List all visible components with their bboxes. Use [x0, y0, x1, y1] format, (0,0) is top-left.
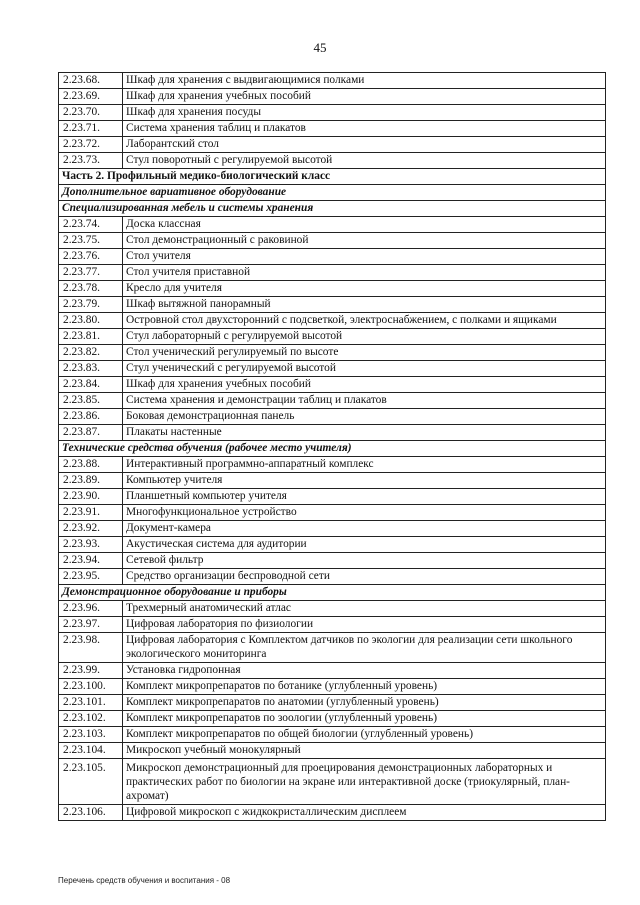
- item-number: 2.23.90.: [59, 489, 123, 505]
- table-row: [59, 727, 606, 743]
- item-number: 2.23.100.: [59, 679, 123, 695]
- item-name: Шкаф для хранения учебных пособий: [123, 89, 606, 105]
- item-name: Акустическая система для аудитории: [123, 537, 606, 553]
- item-name: Доска классная: [123, 217, 606, 233]
- table-row: [59, 105, 606, 121]
- item-name: Документ-камера: [123, 521, 606, 537]
- item-number: 2.23.77.: [59, 265, 123, 281]
- page-number: 45: [313, 40, 327, 55]
- table-row: [59, 679, 606, 695]
- table-row: [59, 617, 606, 633]
- item-name: Стол ученический регулируемый по высоте: [123, 345, 606, 361]
- table-row: [59, 73, 606, 89]
- item-number: 2.23.72.: [59, 137, 123, 153]
- item-number: 2.23.79.: [59, 297, 123, 313]
- table-row: [59, 281, 606, 297]
- item-number: 2.23.104.: [59, 743, 123, 759]
- section-heading: Демонстрационное оборудование и приборы: [59, 585, 606, 601]
- item-name: Лаборантский стол: [123, 137, 606, 153]
- item-number: 2.23.98.: [59, 633, 123, 663]
- table-row: [59, 329, 606, 345]
- table-row: [59, 217, 606, 233]
- item-name: Трехмерный анатомический атлас: [123, 601, 606, 617]
- section-heading-row: [59, 585, 606, 601]
- table-row: [59, 553, 606, 569]
- table-row: [59, 743, 606, 759]
- item-number: 2.23.73.: [59, 153, 123, 169]
- item-name: Установка гидропонная: [123, 663, 606, 679]
- table-row: [59, 569, 606, 585]
- item-name: Стол учителя приставной: [123, 265, 606, 281]
- table-row: [59, 377, 606, 393]
- item-name: Стол демонстрационный с раковиной: [123, 233, 606, 249]
- item-number: 2.23.102.: [59, 711, 123, 727]
- table-row: [59, 409, 606, 425]
- page-footer: Перечень средств обучения и воспитания - 08: [58, 876, 231, 885]
- item-number: 2.23.92.: [59, 521, 123, 537]
- table-row: [59, 137, 606, 153]
- table-row: [59, 153, 606, 169]
- equipment-table-body: [59, 73, 606, 821]
- item-number: 2.23.93.: [59, 537, 123, 553]
- table-row: [59, 759, 606, 805]
- item-number: 2.23.91.: [59, 505, 123, 521]
- item-name: Шкаф для хранения посуды: [123, 105, 606, 121]
- item-name: Стул лабораторный с регулируемой высотой: [123, 329, 606, 345]
- item-name: Компьютер учителя: [123, 473, 606, 489]
- table-row: [59, 393, 606, 409]
- item-number: 2.23.70.: [59, 105, 123, 121]
- table-row: [59, 297, 606, 313]
- item-name: Цифровая лаборатория по физиологии: [123, 617, 606, 633]
- item-name: Микроскоп учебный монокулярный: [123, 743, 606, 759]
- item-number: 2.23.96.: [59, 601, 123, 617]
- item-name: Многофункциональное устройство: [123, 505, 606, 521]
- table-row: [59, 633, 606, 663]
- section-heading-row: [59, 201, 606, 217]
- item-number: 2.23.95.: [59, 569, 123, 585]
- item-name: Шкаф для хранения с выдвигающимися полками: [123, 73, 606, 89]
- item-name: Боковая демонстрационная панель: [123, 409, 606, 425]
- item-number: 2.23.86.: [59, 409, 123, 425]
- section-heading-row: [59, 185, 606, 201]
- item-name: Стул поворотный с регулируемой высотой: [123, 153, 606, 169]
- item-number: 2.23.94.: [59, 553, 123, 569]
- item-name: Стол учителя: [123, 249, 606, 265]
- item-number: 2.23.78.: [59, 281, 123, 297]
- item-name: Комплект микропрепаратов по общей биологии (углубленный уровень): [123, 727, 606, 743]
- equipment-table: [58, 72, 606, 821]
- item-number: 2.23.71.: [59, 121, 123, 137]
- table-row: [59, 711, 606, 727]
- section-heading: Дополнительное вариативное оборудование: [59, 185, 606, 201]
- item-name: Шкаф для хранения учебных пособий: [123, 377, 606, 393]
- item-number: 2.23.85.: [59, 393, 123, 409]
- table-row: [59, 313, 606, 329]
- table-row: [59, 361, 606, 377]
- item-number: 2.23.83.: [59, 361, 123, 377]
- item-name: Микроскоп демонстрационный для проецирования демонстрационных лабораторных и практических работ по биологии на экране или интерактивной доске (триокулярный, план-ахромат): [123, 759, 606, 805]
- item-name: Шкаф вытяжной панорамный: [123, 297, 606, 313]
- item-name: Комплект микропрепаратов по зоологии (углубленный уровень): [123, 711, 606, 727]
- item-number: 2.23.76.: [59, 249, 123, 265]
- item-name: Кресло для учителя: [123, 281, 606, 297]
- item-name: Средство организации беспроводной сети: [123, 569, 606, 585]
- item-number: 2.23.75.: [59, 233, 123, 249]
- item-number: 2.23.106.: [59, 805, 123, 821]
- item-number: 2.23.88.: [59, 457, 123, 473]
- table-row: [59, 695, 606, 711]
- table-row: [59, 601, 606, 617]
- table-row: [59, 537, 606, 553]
- item-number: 2.23.89.: [59, 473, 123, 489]
- item-name: Островной стол двухсторонний с подсветкой, электроснабжением, с полками и ящиками: [123, 313, 606, 329]
- table-row: [59, 89, 606, 105]
- section-heading: Специализированная мебель и системы хранения: [59, 201, 606, 217]
- item-name: Комплект микропрепаратов по ботанике (углубленный уровень): [123, 679, 606, 695]
- table-row: [59, 505, 606, 521]
- item-number: 2.23.99.: [59, 663, 123, 679]
- table-row: [59, 249, 606, 265]
- table-row: [59, 121, 606, 137]
- item-name: Плакаты настенные: [123, 425, 606, 441]
- table-row: [59, 233, 606, 249]
- table-row: [59, 521, 606, 537]
- table-row: [59, 265, 606, 281]
- item-name: Система хранения и демонстрации таблиц и плакатов: [123, 393, 606, 409]
- item-number: 2.23.68.: [59, 73, 123, 89]
- table-row: [59, 489, 606, 505]
- item-number: 2.23.69.: [59, 89, 123, 105]
- table-row: [59, 345, 606, 361]
- table-row: [59, 663, 606, 679]
- item-name: Комплект микропрепаратов по анатомии (углубленный уровень): [123, 695, 606, 711]
- item-name: Цифровая лаборатория с Комплектом датчиков по экологии для реализации сети школьного экологического мониторинга: [123, 633, 606, 663]
- item-number: 2.23.97.: [59, 617, 123, 633]
- item-number: 2.23.103.: [59, 727, 123, 743]
- part-heading-row: [59, 169, 606, 185]
- section-heading: Технические средства обучения (рабочее место учителя): [59, 441, 606, 457]
- section-heading-row: [59, 441, 606, 457]
- item-name: Сетевой фильтр: [123, 553, 606, 569]
- table-row: [59, 457, 606, 473]
- table-row: [59, 425, 606, 441]
- item-name: Планшетный компьютер учителя: [123, 489, 606, 505]
- item-name: Цифровой микроскоп с жидкокристаллическим дисплеем: [123, 805, 606, 821]
- item-number: 2.23.74.: [59, 217, 123, 233]
- item-number: 2.23.87.: [59, 425, 123, 441]
- table-row: [59, 473, 606, 489]
- item-name: Интерактивный программно-аппаратный комплекс: [123, 457, 606, 473]
- item-number: 2.23.81.: [59, 329, 123, 345]
- item-number: 2.23.105.: [59, 759, 123, 805]
- part-heading: Часть 2. Профильный медико-биологический класс: [59, 169, 606, 185]
- item-name: Стул ученический с регулируемой высотой: [123, 361, 606, 377]
- item-number: 2.23.80.: [59, 313, 123, 329]
- item-number: 2.23.101.: [59, 695, 123, 711]
- item-name: Система хранения таблиц и плакатов: [123, 121, 606, 137]
- item-number: 2.23.84.: [59, 377, 123, 393]
- item-number: 2.23.82.: [59, 345, 123, 361]
- table-row: [59, 805, 606, 821]
